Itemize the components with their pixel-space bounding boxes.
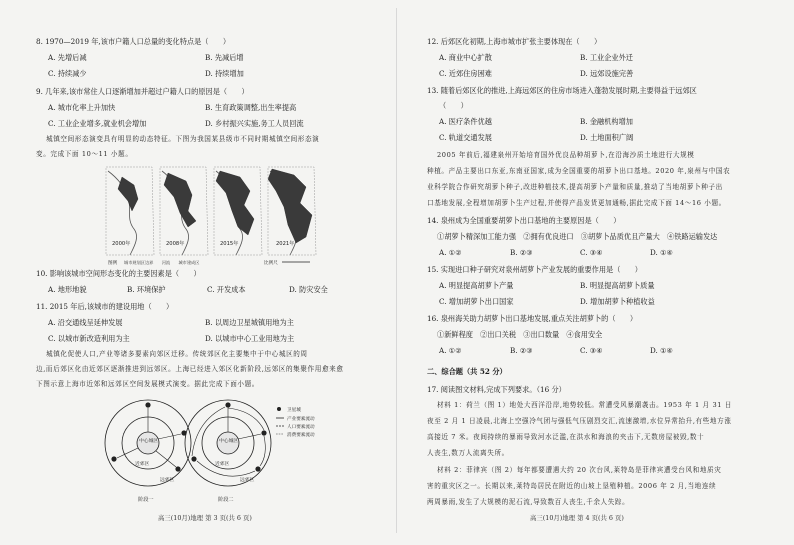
fig1-legend-title: 图例 — [108, 261, 118, 266]
q11-option-b: B. 以周边卫星城镇用地为主 — [205, 318, 294, 327]
built-area-2008 — [164, 173, 196, 227]
q15-option-b: B. 明显提高胡萝卜质量 — [580, 281, 655, 290]
fig1-year-2000: 2000年 — [112, 241, 131, 247]
q17-stem: 17. 阅读图文材料,完成下列要求。（16 分） — [427, 385, 566, 394]
q8-option-a: A. 先增后减 — [48, 53, 87, 62]
q16-option-d: D. ①④ — [650, 346, 673, 355]
fig2-legend-satellite: 卫星城 — [287, 408, 301, 413]
q9-option-d: D. 乡村振兴实施,务工人员回流 — [205, 119, 304, 128]
stage2-diagram — [185, 400, 271, 503]
q13-option-c: C. 轨道交通发展 — [439, 133, 492, 142]
intro-12-13-line3: 下图示意上海市近郊和远郊区空间发展模式演变。据此完成下面小题。 — [36, 380, 260, 388]
stage1-label: 阶段一 — [138, 497, 154, 503]
q14-option-d: D. ①④ — [650, 248, 673, 257]
q13-option-a: A. 医疗条件优越 — [439, 117, 492, 126]
fig2-legend-consumption: 消费要素流动 — [287, 433, 315, 438]
suburbanization-diagram — [104, 393, 324, 505]
stage1-center-label: 中心城区 — [139, 439, 159, 444]
q17-material2-line3: 两周暴雨,发生了大规模的泥石流,导致数百人丧生,千余人失踪。 — [427, 498, 630, 506]
q15-option-d: D. 增加胡萝卜种植收益 — [580, 297, 655, 306]
q11-stem: 11. 2015 年后,该城市的建设用地（ ） — [36, 302, 174, 311]
intro-10-11-line1: 城镇空间形态演变具有明显的动态特征。下图为我国某县级市不同时期城镇空间形态演 — [46, 135, 320, 143]
q13-option-d: D. 土地面积广阔 — [580, 133, 634, 142]
q13-stem-line1: 13. 随着后郊区化的推进,上海远郊区的住房市场进入蓬勃发展时期,主要得益于远郊区 — [427, 86, 697, 95]
q8-option-b: B. 先减后增 — [205, 53, 244, 62]
q14-option-b: B. ②③ — [510, 248, 533, 257]
q15-option-c: C. 增加胡萝卜出口国家 — [439, 297, 514, 306]
q17-material1-line1: 材料 1：荷兰（图 1）地处大西洋沿岸,地势较低。常遭受风暴潮袭击。1953 年 1 月 31 日 — [437, 401, 732, 409]
q11-option-c: C. 以城市新改造利用为主 — [48, 334, 130, 343]
q14-stem: 14. 泉州成为全国重要胡萝卜出口基地的主要原因是（ ） — [427, 216, 621, 225]
q12-option-d: D. 远郊设施完善 — [580, 69, 634, 78]
fig2-legend-population: 人口要素流动 — [287, 425, 315, 430]
right-page — [397, 0, 794, 545]
q17-material1-line4: 人丧生,数万人流离失所。 — [427, 449, 509, 457]
q15-stem: 15. 实现进口种子研究对泉州胡萝卜产业发展的重要作用是（ ） — [427, 265, 642, 274]
q15-option-a: A. 明显提高胡萝卜产量 — [439, 281, 514, 290]
stage2-near-label: 近郊区 — [215, 462, 230, 467]
section-heading: 二、综合题（共 52 分） — [427, 367, 507, 376]
q13-stem-line2: （ ） — [439, 101, 468, 110]
q16-stem: 16. 泉州海关助力胡萝卜出口基地发展,重点关注胡萝卜的（ ） — [427, 314, 638, 323]
stage1-diagram — [105, 400, 191, 503]
fig2-legend-industry: 产业要素流动 — [287, 417, 315, 422]
city-form-figure — [104, 163, 320, 267]
q17-material1-line2: 夜至 2 月 1 日凌晨,北海上空强冷气团与强低气压剧烈交汇,流速激增,水位异常抬升,有些地方涨 — [427, 417, 732, 425]
intro-10-11-line2: 变。完成下面 10～11 小题。 — [36, 150, 133, 158]
intro-14-16-line1: 2005 年前后,福建泉州开始培育国外优良品种胡萝卜,在沿海沙质土地进行大规模 — [437, 151, 695, 159]
stage2-center-label: 中心城区 — [219, 439, 239, 444]
q12-option-c: C. 近郊住房困难 — [439, 69, 492, 78]
stage1-far-label: 远郊区 — [160, 478, 175, 483]
fig2-legend — [276, 406, 315, 438]
intro-14-16-line4: 口基地发展,全程增加胡萝卜生产过程,并使得产品发货更加通畅,据此完成下面 14～16 小题。 — [427, 199, 726, 207]
fig1-year-2008: 2008年 — [166, 241, 185, 247]
fig1-legend-items: 城市规划区边界 河流 城市建成区 — [124, 260, 200, 265]
q10-option-b: B. 环境保护 — [127, 285, 166, 294]
stage2-far-label: 远郊区 — [240, 478, 255, 483]
right-page-footer: 高三(10月)地理 第 4 页(共 6 页) — [530, 514, 624, 522]
intro-14-16-line2: 种植。产品主要出口东亚,东南亚国家,成为全国重要的胡萝卜出口基地。2020 年,泉州与中国农 — [427, 167, 731, 175]
q10-stem: 10. 影响该城市空间形态变化的主要因素是（ ） — [36, 269, 201, 278]
intro-14-16-line3: 业科学院合作研究胡萝卜种子,改进种植技术,提高胡萝卜产量和质量,推动了当地胡萝卜种子出 — [427, 183, 723, 191]
q17-material2-line1: 材料 2：菲律宾（图 2）每年都要遭遇大约 20 次台风,莱特岛是菲律宾遭受台风和地质灾 — [437, 466, 722, 474]
q10-option-a: A. 地形地貌 — [48, 285, 87, 294]
left-page-footer: 高三(10月)地理 第 3 页(共 6 页) — [158, 514, 252, 522]
q9-stem: 9. 几年来,该市常住人口逐渐增加并超过户籍人口的原因是（ ） — [36, 87, 249, 96]
q16-statements: ①新鲜程度 ②出口关税 ③出口数量 ④食用安全 — [437, 330, 603, 339]
q8-option-c: C. 持续减少 — [48, 69, 87, 78]
q9-option-a: A. 城市化率上升加快 — [48, 103, 116, 112]
fig1-year-2015: 2015年 — [220, 241, 239, 247]
q10-option-c: C. 开发成本 — [207, 285, 246, 294]
q9-option-c: C. 工业企业增多,就业机会增加 — [48, 119, 147, 128]
q14-option-c: C. ③④ — [580, 248, 603, 257]
q9-option-b: B. 生育政策调整,出生率提高 — [205, 103, 297, 112]
q16-option-a: A. ①② — [439, 346, 462, 355]
fig1-scale-label: 比例尺 — [264, 261, 278, 266]
built-area-2021 — [268, 169, 312, 243]
q14-statements: ①胡萝卜精深加工能力强 ②拥有优良进口 ③胡萝卜品质优且产量大 ④铁路运输发达 — [437, 232, 718, 241]
intro-12-13-line1: 城镇化促使人口,产业等诸多要素向郊区迁移。传统郊区化主要集中于中心城区的周 — [46, 350, 308, 358]
q16-option-c: C. ③④ — [580, 346, 603, 355]
q12-option-a: A. 商业中心扩散 — [439, 53, 492, 62]
fig1-year-2021: 2021年 — [276, 241, 295, 247]
q11-option-d: D. 以城市中心工业用地为主 — [205, 334, 295, 343]
q10-option-d: D. 防灾安全 — [289, 285, 328, 294]
stage2-label: 阶段二 — [218, 497, 234, 503]
built-area-2000 — [118, 177, 138, 211]
q13-option-b: B. 金融机构增加 — [580, 117, 633, 126]
q17-material2-line2: 害的重灾区之一。长期以来,莱特岛居民在附近的山坡上垦殖种植。2006 年 2 月,当地连续 — [427, 482, 717, 490]
intro-12-13-line2: 边,而后郊区化由近郊区逐渐推进到远郊区。上海已经进入郊区化新阶段,远郊区的集聚作用愈来愈 — [36, 365, 344, 373]
q12-stem: 12. 后郊区化初期,上海市城市扩张主要体现在（ ） — [427, 37, 602, 46]
stage1-near-label: 近郊区 — [135, 462, 150, 467]
q12-option-b: B. 工业企业外迁 — [580, 53, 633, 62]
q11-option-a: A. 沿交通线呈延伸发展 — [48, 318, 123, 327]
q8-option-d: D. 持续增加 — [205, 69, 244, 78]
built-area-2015 — [216, 171, 254, 235]
q8-stem: 8. 1970—2019 年,该市户籍人口总量的变化特点是（ ） — [36, 37, 231, 46]
q17-material1-line3: 高接近 7 米。夜间持续的暴雨导致河水泛滥,在洪水和海浪的夹击下,无数房屋被毁,数十 — [427, 433, 705, 441]
q14-option-a: A. ①② — [439, 248, 462, 257]
q16-option-b: B. ②③ — [510, 346, 533, 355]
